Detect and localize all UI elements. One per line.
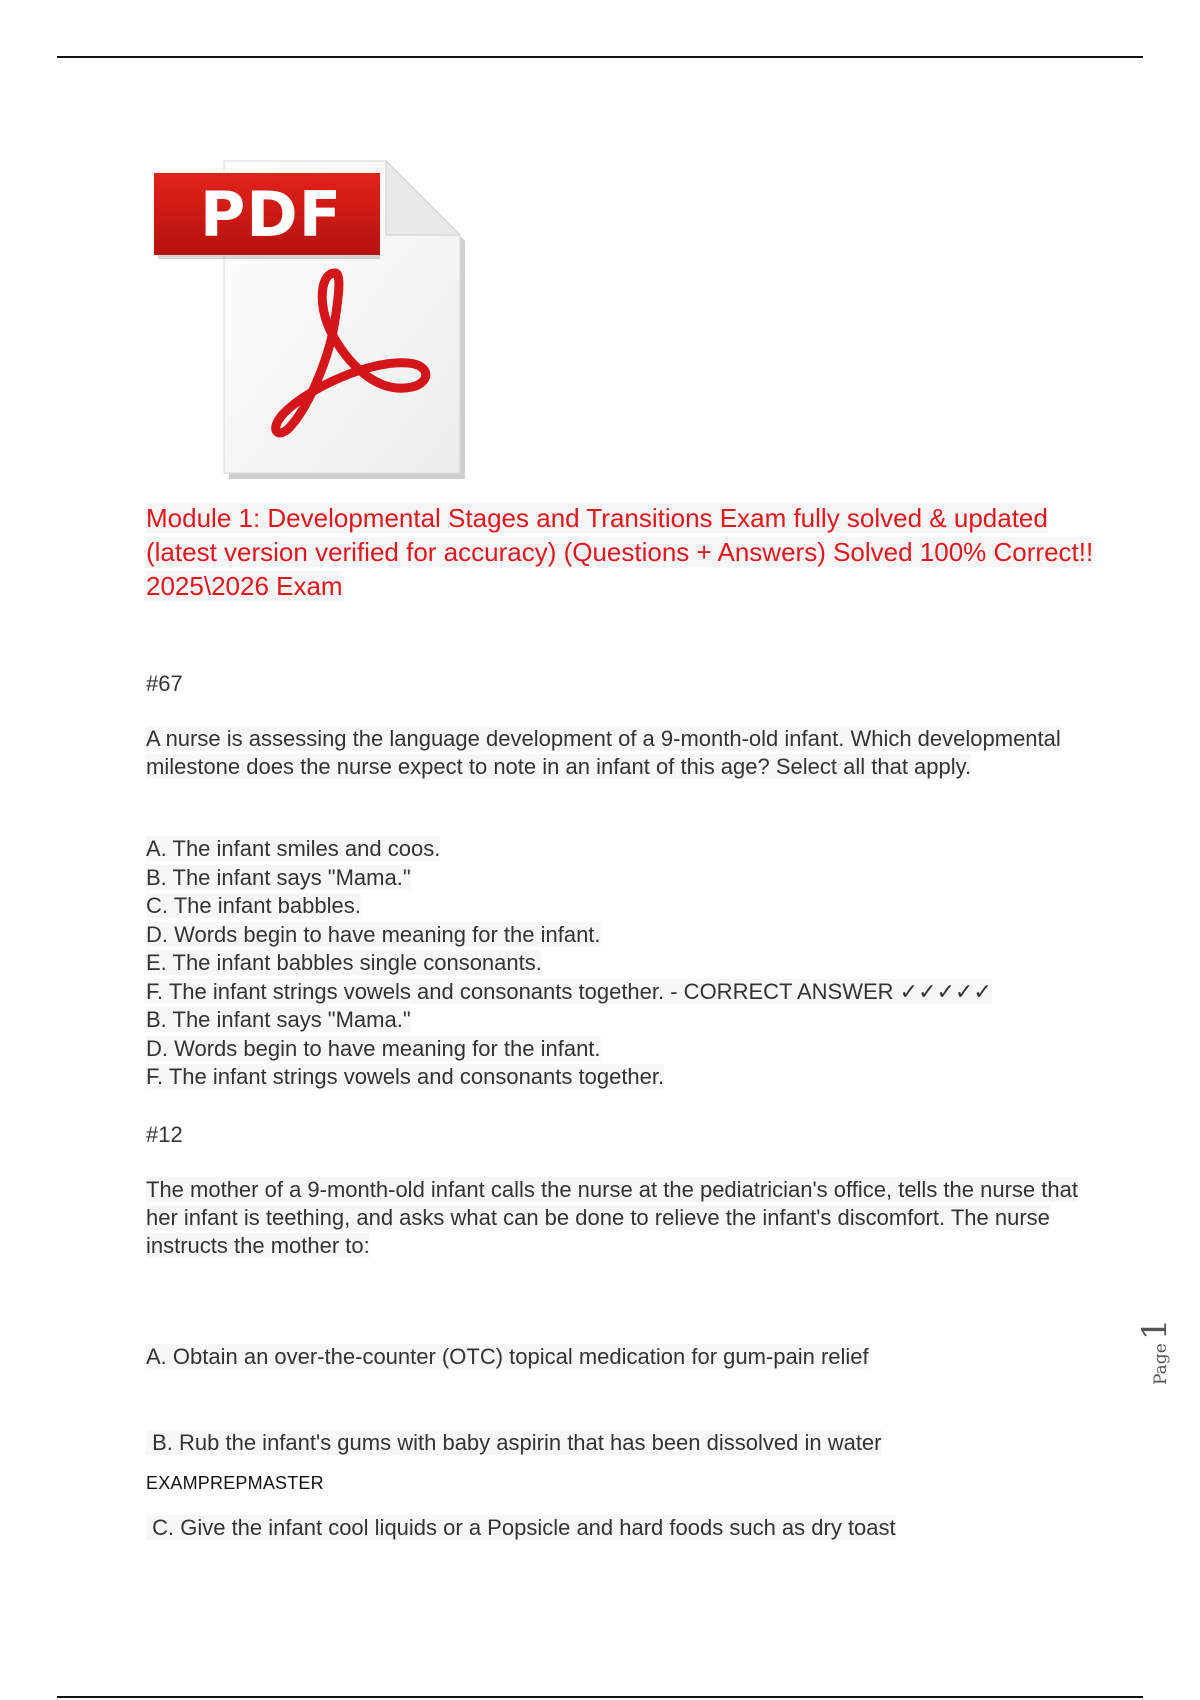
answer-option-text: E. The infant babbles single consonants. <box>146 950 542 975</box>
answer-option <box>146 892 992 921</box>
document-title <box>146 501 1106 603</box>
answer-option-text: B. The infant says "Mama." <box>146 1007 411 1032</box>
correct-answer-line <box>146 978 992 1007</box>
answer-option <box>146 921 992 950</box>
question-stem <box>146 1176 1086 1260</box>
question-number: #12 <box>146 1122 183 1147</box>
question-stem-text: The mother of a 9-month-old infant calls the nurse at the pediatrician's office, tells the nurse that her infant is teething, and asks what can be done to relieve the infant's discomfort. The nurse instructs the mother to: <box>146 1177 1078 1258</box>
answer-option <box>146 1006 992 1035</box>
answer-option <box>146 1035 992 1064</box>
footer-brand: EXAMPREPMASTER <box>146 1473 324 1493</box>
answer-options <box>146 835 992 1092</box>
answer-option-text: F. The infant strings vowels and consonants together. - CORRECT ANSWER ✓✓✓✓✓ <box>146 978 992 1004</box>
answer-option-text: D. Words begin to have meaning for the infant. <box>146 1035 601 1061</box>
answer-option-text: F. The infant strings vowels and consonants together. <box>146 1064 665 1089</box>
answer-option-text: C. The infant babbles. <box>146 893 361 918</box>
answer-option-text: A. Obtain an over-the-counter (OTC) topical medication for gum-pain relief <box>146 1344 869 1369</box>
page-number-label <box>1135 1295 1195 1385</box>
document-title-text: Module 1: Developmental Stages and Transitions Exam fully solved & updated (latest version verified for accuracy) (Questions + Answers) Solved 100% Correct!! 2025\2026 Exam <box>146 503 1094 601</box>
page-number: 1 <box>1135 1318 1175 1341</box>
question-stem <box>146 725 1086 781</box>
header-rule <box>57 56 1143 58</box>
answer-option <box>146 949 992 978</box>
answer-option <box>146 1514 896 1543</box>
pdf-logo-text: PDF <box>199 178 343 251</box>
page-word: Page <box>1151 1343 1171 1385</box>
footer-rule <box>57 1696 1143 1698</box>
question-number: #67 <box>146 671 183 696</box>
answer-option-text: D. Words begin to have meaning for the infant. <box>146 921 601 947</box>
question-stem-text: A nurse is assessing the language development of a 9-month-old infant. Which developmental milestone does the nurse expect to note in an infant of this age? Select all that apply. <box>146 726 1061 779</box>
answer-options <box>146 1286 896 1571</box>
answer-option-text: A. The infant smiles and coos. <box>146 836 441 861</box>
answer-option <box>146 864 992 893</box>
answer-option-text: B. Rub the infant's gums with baby aspirin that has been dissolved in water <box>146 1429 882 1455</box>
answer-option <box>146 1343 896 1372</box>
answer-option <box>146 835 992 864</box>
answer-option-text: B. The infant says "Mama." <box>146 864 411 890</box>
answer-option <box>146 1429 896 1458</box>
answer-option <box>146 1063 992 1092</box>
answer-option-text: C. Give the infant cool liquids or a Popsicle and hard foods such as dry toast <box>146 1515 896 1540</box>
